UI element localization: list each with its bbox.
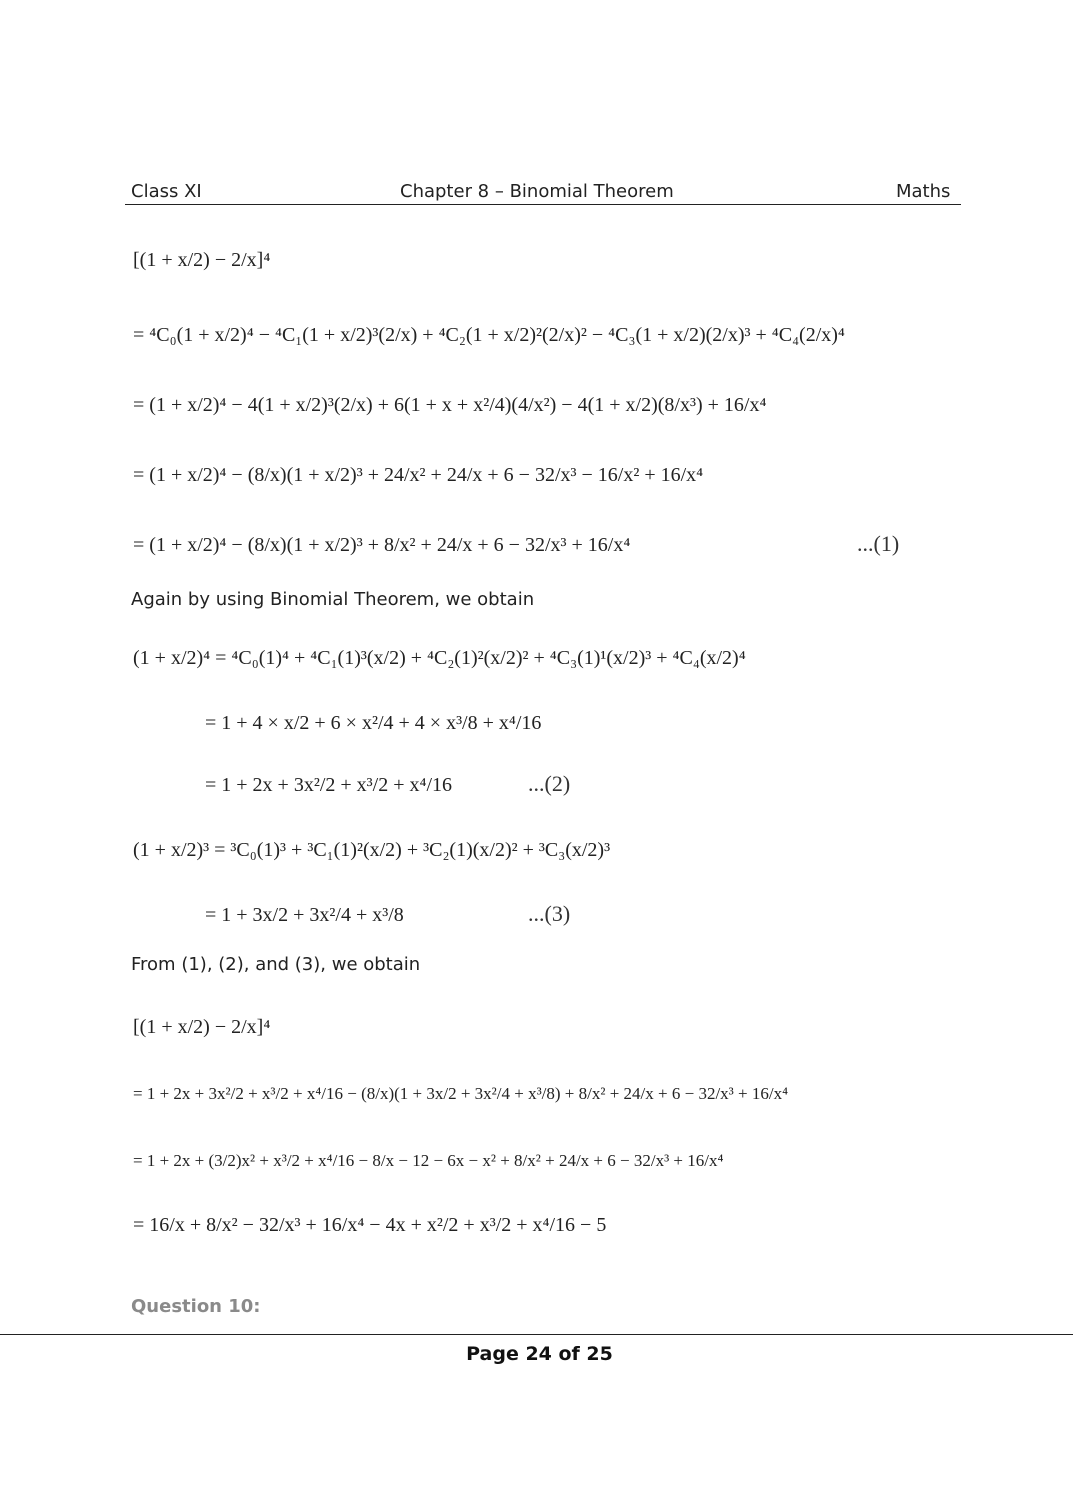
- math-line: = 1 + 2x + 3x²/2 + x³/2 + x⁴/16 − (8/x)(1 + 3x/2 + 3x²/4 + x³/8) + 8/x² + 24/x + 6 − 32/x³ + 16/x⁴: [133, 1084, 789, 1103]
- header-subject: Maths: [896, 181, 951, 202]
- paragraph: Again by using Binomial Theorem, we obtain: [131, 589, 535, 610]
- math-line: = (1 + x/2)⁴ − 4(1 + x/2)³(2/x) + 6(1 + x + x²/4)(4/x²) − 4(1 + x/2)(8/x³) + 16/x⁴: [133, 394, 767, 416]
- math-line: [(1 + x/2) − 2/x]⁴: [133, 249, 271, 271]
- equation-tag: ...(3): [528, 901, 571, 926]
- header-chapter: Chapter 8 – Binomial Theorem: [400, 181, 674, 202]
- math-line: = 1 + 3x/2 + 3x²/4 + x³/8: [205, 904, 404, 926]
- math-line: = (1 + x/2)⁴ − (8/x)(1 + x/2)³ + 24/x² + 24/x + 6 − 32/x³ − 16/x² + 16/x⁴: [133, 464, 704, 486]
- page-number: Page 24 of 25: [466, 1343, 613, 1365]
- math-line: = (1 + x/2)⁴ − (8/x)(1 + x/2)³ + 8/x² + 24/x + 6 − 32/x³ + 16/x⁴: [133, 534, 631, 556]
- math-line: [(1 + x/2) − 2/x]⁴: [133, 1016, 271, 1038]
- math-line: = 1 + 4 × x/2 + 6 × x²/4 + 4 × x³/8 + x⁴/16: [205, 712, 542, 734]
- header-rule: [125, 204, 961, 205]
- paragraph: From (1), (2), and (3), we obtain: [131, 954, 421, 975]
- footer-rule: [0, 1334, 1073, 1335]
- question-label: Question 10:: [131, 1296, 261, 1317]
- header-class: Class XI: [131, 181, 202, 202]
- math-line: (1 + x/2)⁴ = ⁴C₀(1)⁴ + ⁴C₁(1)³(x/2) + ⁴C₂(1)²(x/2)² + ⁴C₃(1)¹(x/2)³ + ⁴C₄(x/2)⁴: [133, 647, 746, 669]
- equation-tag: ...(2): [528, 771, 571, 796]
- math-line: = 16/x + 8/x² − 32/x³ + 16/x⁴ − 4x + x²/2 + x³/2 + x⁴/16 − 5: [133, 1214, 607, 1236]
- equation-tag: ...(1): [857, 531, 900, 556]
- math-line: = 1 + 2x + 3x²/2 + x³/2 + x⁴/16: [205, 774, 453, 796]
- math-line: = 1 + 2x + (3/2)x² + x³/2 + x⁴/16 − 8/x − 12 − 6x − x² + 8/x² + 24/x + 6 − 32/x³ + 16/x⁴: [133, 1151, 724, 1170]
- math-line: (1 + x/2)³ = ³C₀(1)³ + ³C₁(1)²(x/2) + ³C₂(1)(x/2)² + ³C₃(x/2)³: [133, 839, 611, 861]
- math-line: = ⁴C₀(1 + x/2)⁴ − ⁴C₁(1 + x/2)³(2/x) + ⁴C₂(1 + x/2)²(2/x)² − ⁴C₃(1 + x/2)(2/x)³ + ⁴C₄(2/x)⁴: [133, 324, 845, 346]
